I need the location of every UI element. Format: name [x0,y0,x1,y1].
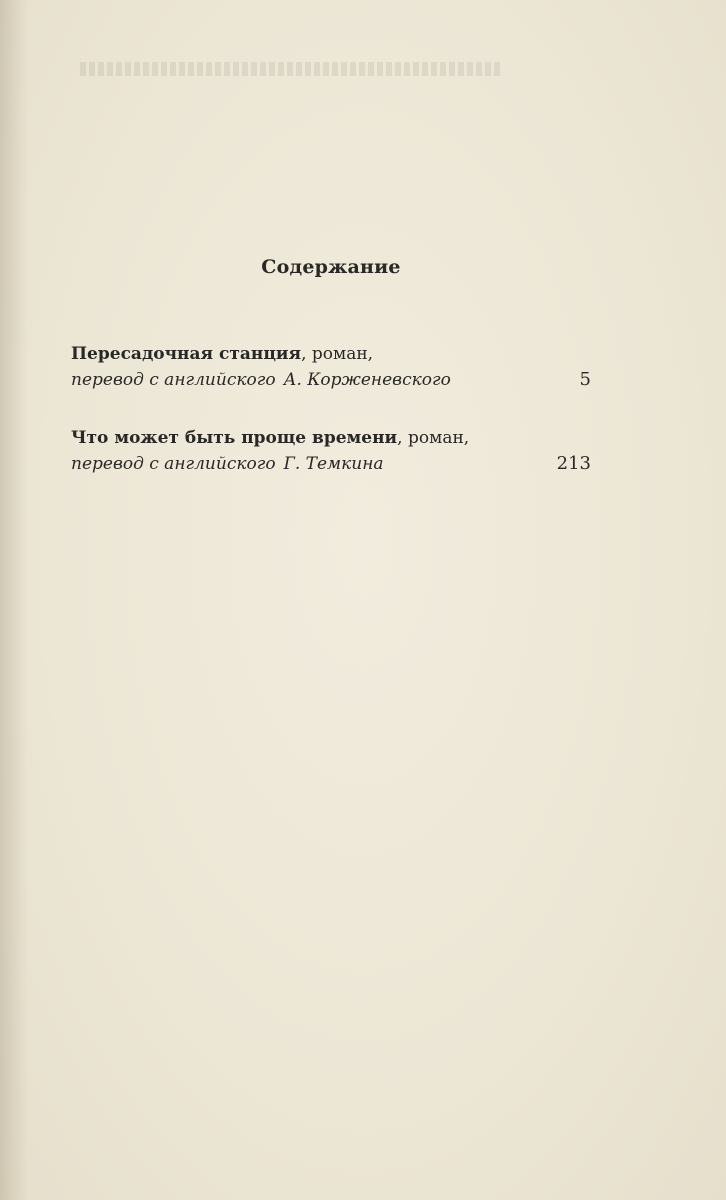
toc-entry-translator: А. Корженевского [283,370,451,390]
toc-entry-credit: перевод с английского [71,370,276,390]
show-through-text [80,62,500,76]
toc-entry [71,425,591,477]
toc-entry-page-number: 5 [579,369,591,390]
toc-entry-credit-line [71,451,591,477]
toc-entry-credit: перевод с английского [71,454,276,474]
page-gutter-shadow [0,0,28,1200]
toc-entry-genre: , роман, [397,428,470,448]
toc-entry-genre: , роман, [301,344,374,364]
toc-entry-title-line [71,341,591,367]
toc-entry-page-number: 213 [556,453,591,474]
toc-entry-translator: Г. Темкина [283,454,384,474]
contents-heading: Содержание [261,256,401,278]
toc-entry-credit-line [71,367,591,393]
toc-entry-title: Пересадочная станция [71,344,302,364]
toc-entry [71,341,591,393]
toc-entry-title: Что может быть проще времени [71,428,398,448]
toc-entry-title-line [71,425,591,451]
